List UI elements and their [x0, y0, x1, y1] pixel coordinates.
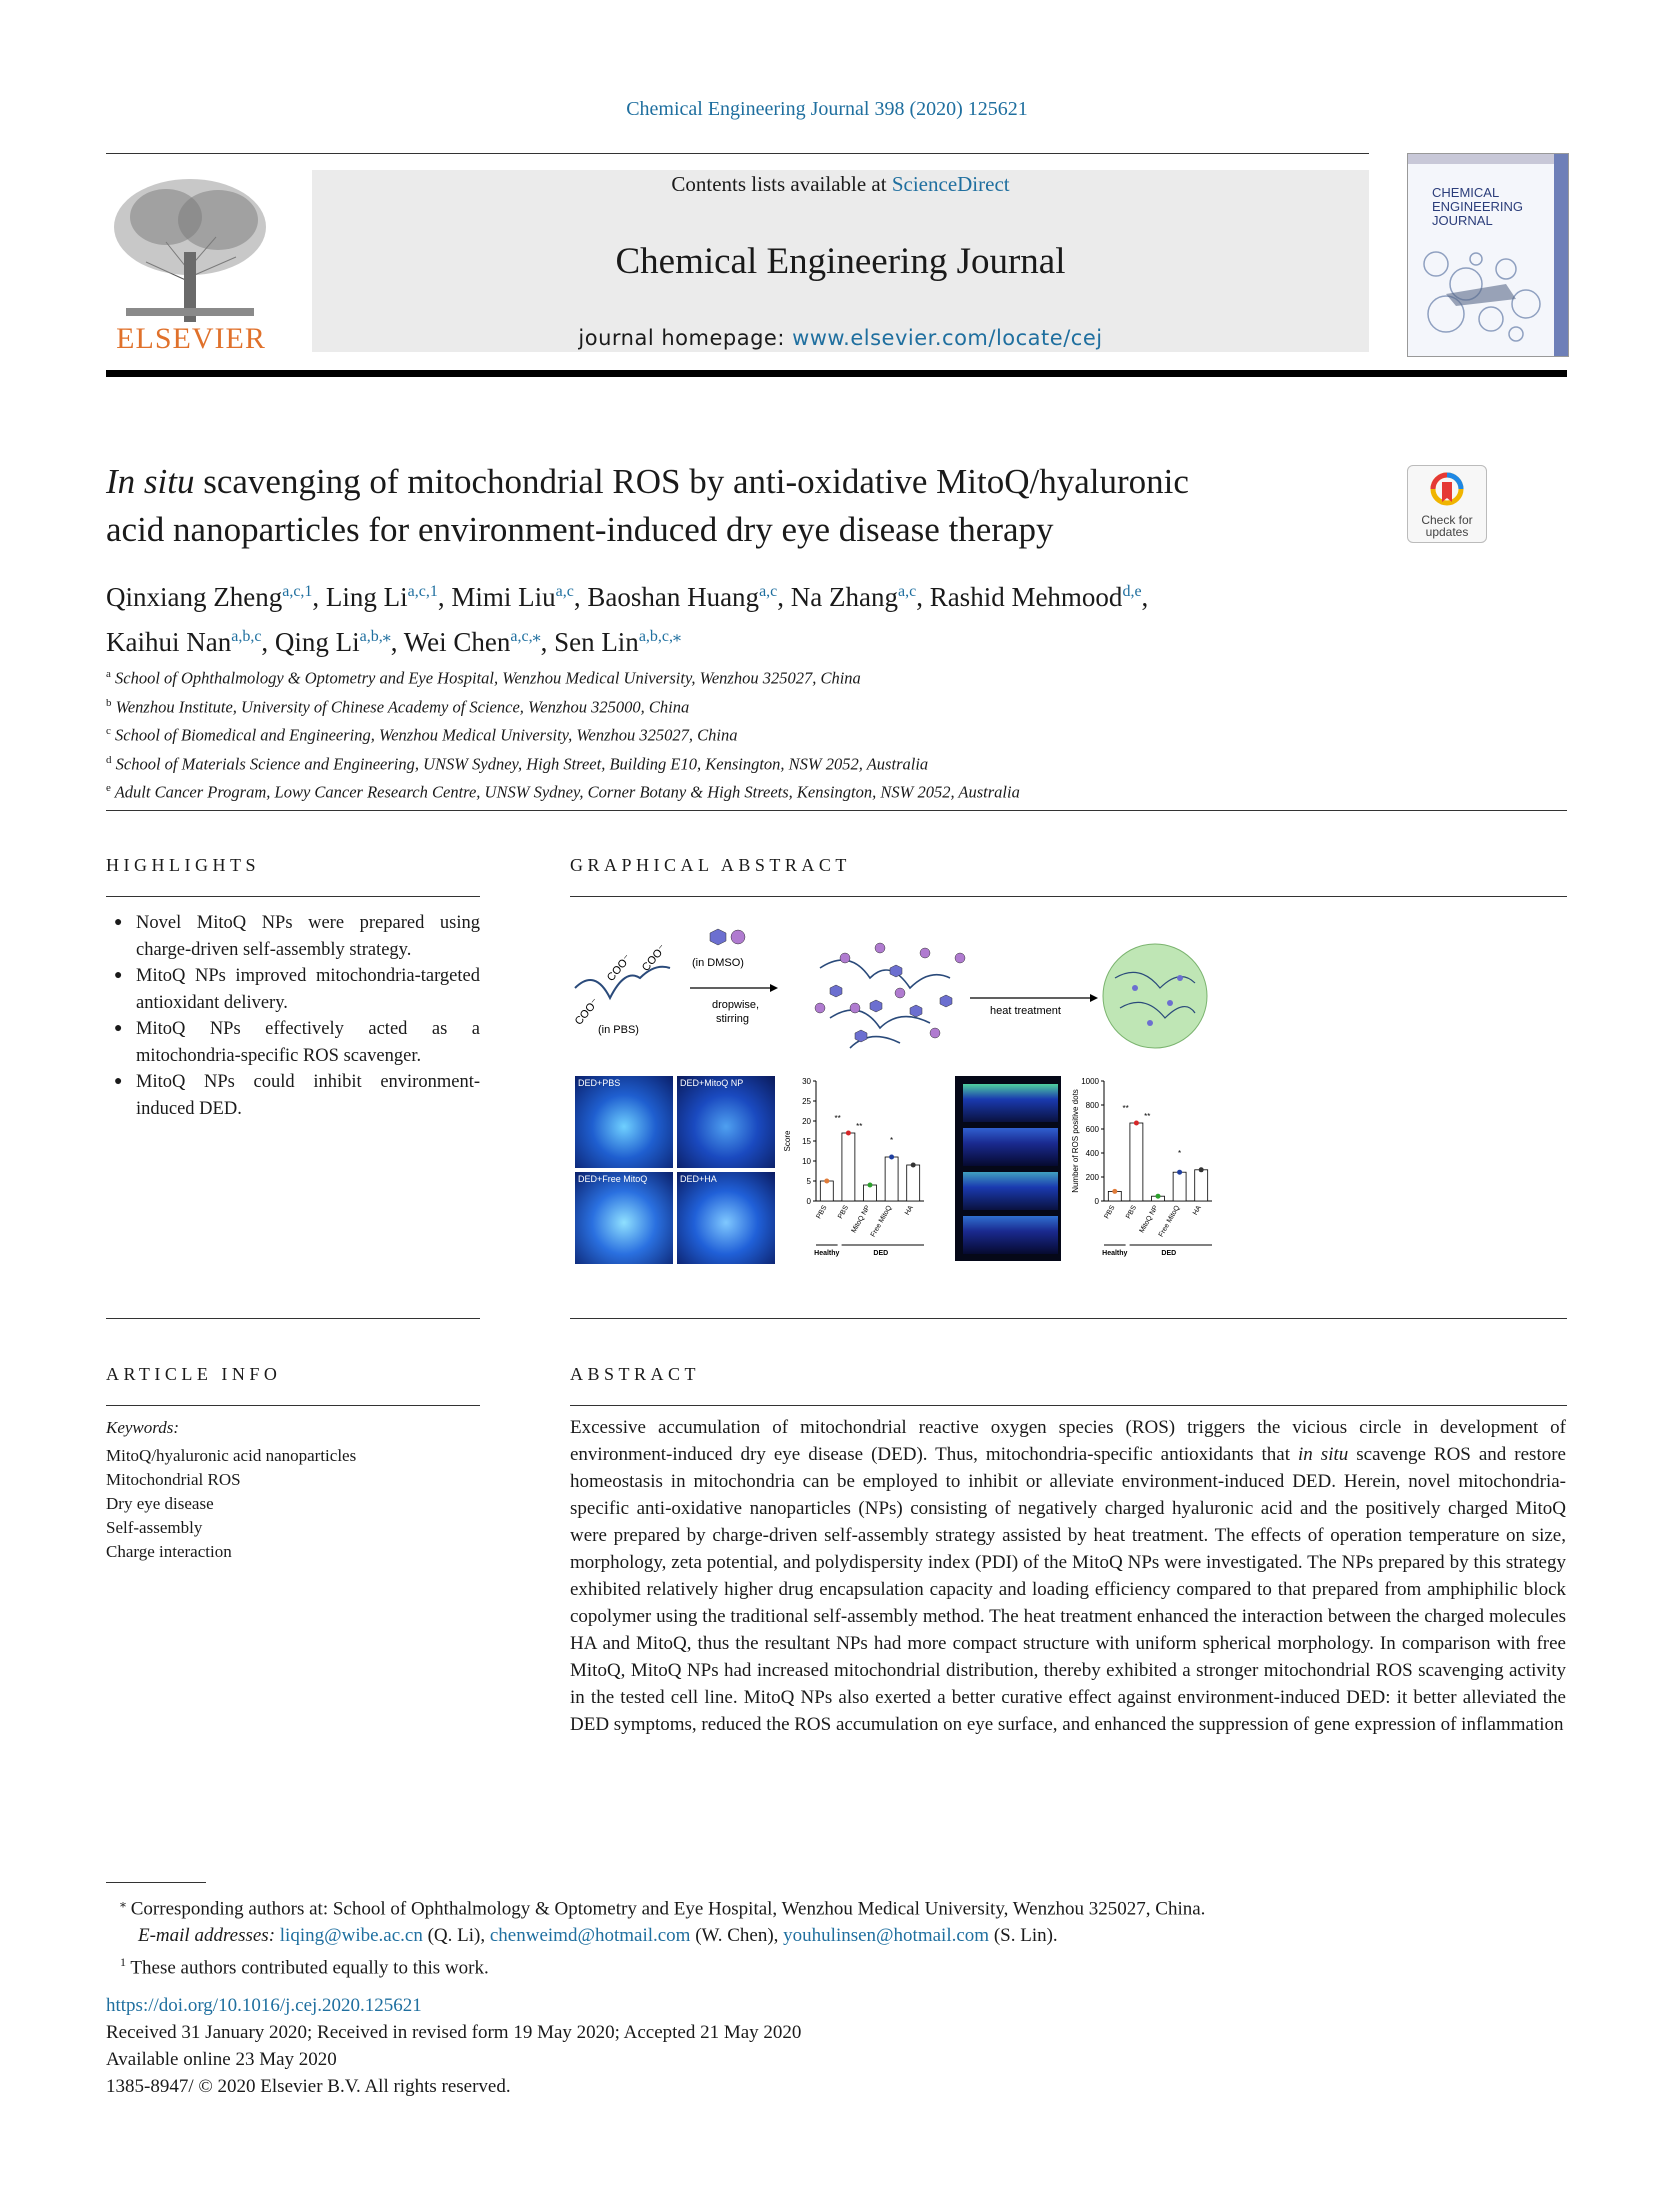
author-name[interactable]: Qinxiang Zheng: [106, 582, 283, 612]
email-label: E-mail addresses:: [138, 1925, 276, 1947]
y-tick-label: 1000: [1081, 1077, 1099, 1086]
doi-link[interactable]: https://doi.org/10.1016/j.cej.2020.125621: [106, 1995, 422, 2016]
author-name[interactable]: Na Zhang: [790, 582, 898, 612]
author-separator: ,: [390, 627, 404, 657]
author-separator: ,: [1141, 582, 1149, 612]
graphical-abstract-rule: [570, 896, 1567, 897]
email-owner: (S. Lin).: [989, 1925, 1058, 1947]
equal-contribution-note: [106, 1949, 1566, 1981]
data-point: [1112, 1189, 1117, 1194]
footnotes: [106, 1890, 1566, 1982]
affiliation-item: [106, 748, 1406, 777]
journal-cover[interactable]: [1407, 153, 1569, 357]
bar: [885, 1157, 898, 1201]
ded-pbs-label: DED+PBS: [578, 1078, 621, 1088]
significance-mark: **: [834, 1114, 841, 1123]
email-link[interactable]: chenweimd@hotmail.com: [489, 1925, 691, 1947]
y-tick-label: 0: [1094, 1197, 1099, 1206]
author-separator: ,: [437, 582, 452, 612]
affiliation-key: e: [106, 782, 111, 794]
dropwise-label: dropwise,: [712, 999, 760, 1011]
author-affiliation-sup[interactable]: a,c: [555, 583, 574, 600]
data-point: [868, 1183, 873, 1188]
author-name[interactable]: Wei Chen: [403, 627, 511, 657]
affiliation-key: c: [106, 725, 111, 737]
y-tick-label: 800: [1085, 1101, 1099, 1110]
author-name[interactable]: Baoshan Huang: [587, 582, 760, 612]
author-affiliation-sup[interactable]: a,c: [759, 583, 778, 600]
eye-image-grid: [575, 1076, 775, 1266]
email-link[interactable]: liqing@wibe.ac.cn: [279, 1925, 423, 1947]
coo-label-1: COO⁻: [572, 996, 602, 1028]
y-tick-label: 5: [806, 1177, 811, 1186]
coo-label-2: COO⁻: [604, 952, 634, 984]
data-point: [846, 1131, 851, 1136]
eye-image-ded-free-mitoq: [575, 1172, 673, 1264]
author-affiliation-sup[interactable]: a,b,c,⁎: [638, 628, 682, 645]
abstract-text: [570, 1414, 1566, 1738]
heat-treatment-label: heat treatment: [990, 1005, 1061, 1017]
author-name[interactable]: Kaihui Nan: [106, 627, 232, 657]
article-title: [106, 458, 1406, 554]
article-info-heading: ARTICLE INFO: [106, 1364, 282, 1384]
corresponding-mark: ⁎: [120, 1896, 126, 1910]
author-affiliation-sup[interactable]: a,c,1: [282, 583, 313, 600]
highlights-heading: HIGHLIGHTS: [106, 855, 260, 875]
email-link[interactable]: youhulinsen@hotmail.com: [783, 1925, 990, 1947]
author-separator: ,: [261, 627, 275, 657]
affiliation-text: School of Biomedical and Engineering, Wenzhou Medical University, Wenzhou 325027, China: [110, 725, 738, 745]
author-list: [106, 572, 1436, 662]
author-affiliation-sup[interactable]: a,b,⁎: [359, 628, 391, 645]
received-dates: Received 31 January 2020; Received in revised form 19 May 2020; Accepted 21 May 2020: [106, 2022, 802, 2043]
affiliation-key: b: [106, 696, 112, 709]
category-label: Free MitoQ: [1157, 1204, 1182, 1239]
data-point: [911, 1163, 916, 1168]
keyword-item[interactable]: MitoQ/hyaluronic acid nanoparticles: [106, 1446, 357, 1465]
category-label: PBS: [815, 1204, 829, 1221]
data-point: [1156, 1194, 1161, 1199]
author-name[interactable]: Qing Li: [274, 627, 360, 657]
y-axis-label: Score: [783, 1130, 792, 1152]
keywords-label: Keywords:: [106, 1418, 180, 1437]
graphical-abstract-bottom-rule: [106, 1318, 480, 1319]
author-separator: ,: [312, 582, 326, 612]
equal-text: These authors contributed equally to this work.: [126, 1957, 489, 1979]
graphical-abstract-figure: [570, 908, 1220, 1268]
abstract-part1: Excessive accumulation of mitochondrial reactive oxygen species (ROS) triggers the vicious circle in development of environment-induced dry eye disease (DED). Thus, mitochondria-specific antioxidants that: [570, 1417, 1566, 1465]
significance-mark: **: [856, 1122, 863, 1131]
data-point: [1134, 1121, 1139, 1126]
title-italic: In situ: [106, 462, 195, 501]
y-tick-label: 200: [1085, 1173, 1099, 1182]
y-tick-label: 600: [1085, 1125, 1099, 1134]
ded-ha-label: DED+HA: [680, 1174, 717, 1184]
affiliation-text: Adult Cancer Program, Lowy Cancer Research Centre, UNSW Sydney, Corner Botany & High Streets, Kensington, NSW 2052, Australia: [110, 782, 1020, 802]
cover-title: CHEMICAL ENGINEERING JOURNAL: [1432, 185, 1524, 228]
affiliation-rule: [106, 810, 1567, 811]
affiliation-text: School of Materials Science and Engineering, UNSW Sydney, High Street, Building E10, Kensington, NSW 2052, Australia: [111, 754, 929, 773]
equal-mark: 1: [120, 1955, 126, 1970]
in-pbs-label: (in PBS): [598, 1024, 639, 1036]
bar: [907, 1165, 920, 1201]
synthesis-scheme: [570, 908, 1220, 1068]
bar: [820, 1181, 833, 1201]
contents-prefix: Contents lists available at: [671, 172, 892, 196]
title-line2: acid nanoparticles for environment-induced dry eye disease therapy: [106, 510, 1054, 549]
affiliation-item: [106, 776, 1406, 805]
author-affiliation-sup[interactable]: a,b,c: [231, 628, 262, 645]
available-online: Available online 23 May 2020: [106, 2049, 337, 2070]
author-separator: ,: [573, 582, 588, 612]
footnote-rule: [106, 1882, 206, 1883]
y-tick-label: 30: [802, 1077, 811, 1086]
author-separator: ,: [777, 582, 791, 612]
affiliation-text: Wenzhou Institute, University of Chinese Academy of Science, Wenzhou 325000, China: [111, 697, 690, 716]
header-bottom-rule: [106, 370, 1567, 377]
sciencedirect-link[interactable]: ScienceDirect: [891, 172, 1010, 196]
bar: [1173, 1172, 1186, 1201]
category-label: HA: [904, 1204, 915, 1217]
homepage-link[interactable]: www.elsevier.com/locate/cej: [792, 326, 1103, 350]
author-name[interactable]: Ling Li: [325, 582, 408, 612]
highlight-item: ● Novel MitoQ NPs were prepared using charge-driven self-assembly strategy.: [112, 910, 480, 963]
abstract-rule: [570, 1405, 1567, 1406]
eye-image-ded-pbs: [575, 1076, 673, 1168]
healthy-group-label: Healthy: [1102, 1250, 1128, 1257]
author-affiliation-sup[interactable]: d,e: [1122, 583, 1142, 600]
copyright: 1385-8947/ © 2020 Elsevier B.V. All rights reserved.: [106, 2076, 511, 2097]
ros-staining-panel: [955, 1076, 1061, 1261]
contents-line: [312, 172, 1369, 197]
affiliation-list: [106, 662, 1406, 805]
corresponding-text: Corresponding authors at: School of Ophthalmology & Optometry and Eye Hospital, Wenzhou Medical University, Wenzhou 325027, China.: [126, 1898, 1206, 1920]
author-separator: ,: [540, 627, 555, 657]
y-tick-label: 0: [806, 1197, 811, 1206]
email-owner: (W. Chen),: [690, 1925, 784, 1947]
graphical-abstract-heading: GRAPHICAL ABSTRACT: [570, 855, 851, 875]
abstract-heading: ABSTRACT: [570, 1364, 701, 1384]
author-separator: ,: [916, 582, 930, 612]
category-label: PBS: [837, 1204, 851, 1221]
significance-mark: **: [1122, 1104, 1129, 1113]
y-tick-label: 10: [802, 1157, 811, 1166]
eye-image-ded-ha: [677, 1172, 775, 1264]
keyword-item[interactable]: Dry eye disease: [106, 1494, 214, 1513]
category-label: HA: [1192, 1204, 1203, 1217]
category-label: MitoQ NP: [850, 1204, 872, 1235]
data-point: [889, 1155, 894, 1160]
publication-info: [106, 1992, 801, 2100]
stirring-label: stirring: [716, 1013, 750, 1025]
author-name[interactable]: Rashid Mehmood: [929, 582, 1123, 612]
category-label: PBS: [1103, 1204, 1117, 1221]
in-dmso-label: (in DMSO): [692, 957, 744, 969]
author-affiliation-sup[interactable]: a,c: [897, 583, 917, 600]
homepage-prefix: journal homepage:: [578, 326, 793, 350]
eye-image-ded-mitoq-np: [677, 1076, 775, 1168]
author-name[interactable]: Mimi Liu: [451, 582, 556, 612]
journal-name: Chemical Engineering Journal: [615, 241, 1066, 282]
y-tick-label: 400: [1085, 1149, 1099, 1158]
data-point: [1199, 1167, 1204, 1172]
ded-mitoq-np-label: DED+MitoQ NP: [680, 1078, 744, 1088]
category-label: MitoQ NP: [1138, 1204, 1160, 1235]
affiliation-key: a: [106, 668, 111, 680]
ded-free-label: DED+Free MitoQ: [578, 1174, 648, 1184]
ded-group-label: DED: [1161, 1250, 1177, 1257]
publisher-name: ELSEVIER: [116, 322, 266, 355]
keywords-list: [106, 1444, 356, 1564]
email-line: [106, 1922, 1566, 1949]
affiliation-item: [106, 662, 1406, 691]
highlight-item: ● MitoQ NPs improved mitochondria-targeted antioxidant delivery.: [112, 963, 480, 1016]
corresponding-note: [106, 1890, 1566, 1922]
bar: [1195, 1170, 1208, 1201]
highlights-list: [112, 910, 480, 1122]
category-label: Free MitoQ: [869, 1204, 894, 1239]
bar: [1130, 1123, 1143, 1201]
bar: [842, 1133, 855, 1201]
highlight-item: ● MitoQ NPs could inhibit environment-induced DED.: [112, 1069, 480, 1122]
affiliation-item: [106, 719, 1406, 748]
y-axis-label: Number of ROS positive dots: [1071, 1089, 1080, 1193]
title-line1: scavenging of mitochondrial ROS by anti-oxidative MitoQ/hyaluronic: [194, 462, 1189, 501]
data-point: [824, 1179, 829, 1184]
affiliation-key: d: [106, 753, 112, 766]
category-label: PBS: [1125, 1204, 1139, 1221]
check-updates-label: Check for updates: [1421, 513, 1473, 539]
significance-mark: *: [1178, 1148, 1182, 1158]
author-name[interactable]: Sen Lin: [554, 627, 639, 657]
email-owner: (Q. Li),: [422, 1925, 490, 1947]
significance-mark: *: [890, 1136, 894, 1145]
journal-reference[interactable]: Chemical Engineering Journal 398 (2020) 125621: [626, 98, 1028, 120]
author-affiliation-sup[interactable]: a,c,1: [407, 583, 438, 600]
author-affiliation-sup[interactable]: a,c,⁎: [510, 628, 541, 645]
y-tick-label: 25: [802, 1097, 811, 1106]
header-top-rule: [106, 153, 1369, 154]
affiliation-item: [106, 691, 1406, 720]
healthy-group-label: Healthy: [814, 1250, 840, 1257]
score-bar-chart: [782, 1073, 932, 1268]
coo-label-3: COO⁻: [639, 942, 669, 974]
ros-bar-chart: [1070, 1073, 1220, 1268]
affiliation-text: School of Ophthalmology & Optometry and Eye Hospital, Wenzhou Medical University, Wenzhou 325027, China: [110, 668, 861, 688]
homepage-line: [312, 326, 1369, 350]
keyword-item[interactable]: Mitochondrial ROS: [106, 1470, 241, 1489]
check-for-updates-button[interactable]: [1407, 465, 1487, 543]
abstract-part2: scavenge ROS and restore homeostasis in mitochondria can be employed to inhibit or alleviate environment-induced DED. Herein, novel mitochondria-specific anti-oxidative nanoparticles (NPs) consisting of negatively charged hyaluronic acid and the positively charged MitoQ were prepared by charge-driven self-assembly strategy assisted by heat treatment. The effects of operation temperature on size, morphology, zeta potential, and polydispersity index (PDI) of the MitoQ NPs were investigated. The NPs prepared by this strategy exhibited relatively higher drug encapsulation capacity and loading efficiency compared to that prepared from amphiphilic block copolymer using the traditional self-assembly method. The heat treatment enhanced the interaction between the charged molecules HA and MitoQ, thus the resultant NPs had more compact structure with uniform spherical morphology. In comparison with free MitoQ, MitoQ NPs had increased mitochondrial distribution, thereby exhibited a stronger mitochondrial ROS scavenging activity in the tested cell line. MitoQ NPs also exerted a better curative effect against environment-induced DED: it better alleviated the DED symptoms, reduced the ROS accumulation on eye surface, and enhanced the suppression of gene expression of inflammation: [570, 1444, 1566, 1735]
graphical-abstract-bottom-rule-right: [570, 1318, 1567, 1319]
y-tick-label: 15: [802, 1137, 811, 1146]
ded-group-label: DED: [873, 1250, 889, 1257]
significance-mark: **: [1144, 1112, 1151, 1121]
highlight-item: ● MitoQ NPs effectively acted as a mitochondria-specific ROS scavenger.: [112, 1016, 480, 1069]
keyword-item[interactable]: Self-assembly: [106, 1518, 203, 1537]
y-tick-label: 20: [802, 1117, 811, 1126]
highlights-rule: [106, 896, 480, 897]
article-info-rule: [106, 1405, 480, 1406]
data-point: [1177, 1170, 1182, 1175]
keyword-item[interactable]: Charge interaction: [106, 1542, 232, 1561]
abstract-italic: in situ: [1298, 1444, 1349, 1465]
